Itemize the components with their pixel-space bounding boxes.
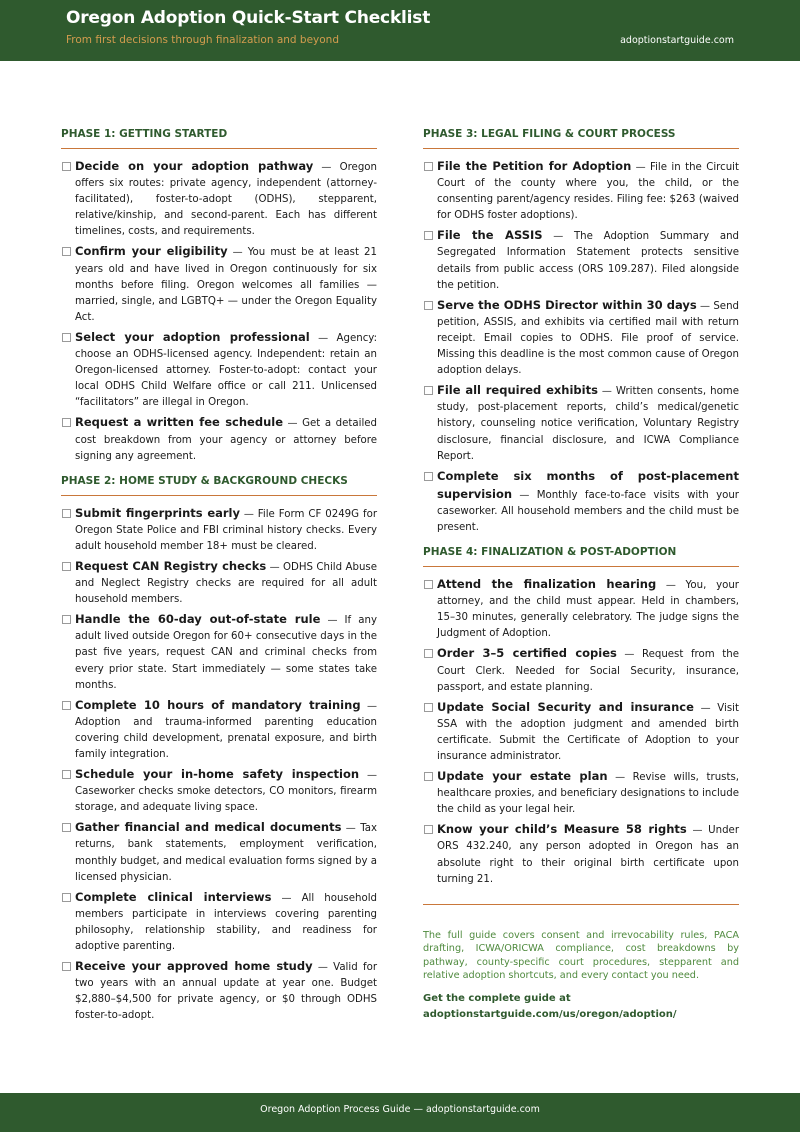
checklist-item: Know your child’s Measure 58 rights — Under ORS 432.240, any person adopted in Oregon has an absolute right to their original birth certificate upon turning 21. [423, 821, 739, 887]
header-site-link[interactable]: adoptionstartguide.com [620, 35, 734, 46]
checkbox-icon[interactable] [62, 823, 71, 832]
checkbox-icon[interactable] [424, 162, 433, 171]
checklist-item-heading: Complete clinical interviews [75, 889, 272, 904]
checklist-item-heading: Know your child’s Measure 58 rights [437, 822, 687, 837]
checklist-item-heading: Decide on your adoption pathway [75, 159, 314, 173]
checklist-item-heading: Request a written fee schedule [75, 415, 284, 430]
promo-text: The full guide covers consent and irrevocability rules, PACA drafting, ICWA/ORICWA compliance, cost breakdowns by pathway, county-specific court procedures, stepparent and relative adoption shortcuts, and every contact you need. [423, 929, 739, 981]
checklist-item-text: Adoption and trauma-informed parenting education covering child development, prenatal exposure, and birth family integration. [75, 716, 377, 760]
checklist-item-heading: Gather financial and medical documents [75, 820, 342, 835]
checklist-item-text: Oregon offers six routes: private agency, independent (attorney-facilitated), foster-to-adopt (ODHS), stepparent, relative/kinship, and second-parent. Each has different timelines, costs, and requirements. [75, 162, 377, 238]
checklist-item-text: Written consents, home study, post-placement reports, child’s medical/genetic history, counseling notice verification, Voluntary Registry disclosure, financial disclosure, and ICWA Compliance Report. [437, 386, 739, 462]
checklist-item: Handle the 60-day out-of-state rule — If any adult lived outside Oregon for 60+ consecutive days in the past five years, request CAN and criminal checks from every prior state. Start immediately — some states take months. [61, 611, 377, 693]
checkbox-icon[interactable] [62, 562, 71, 571]
checklist-item-heading: Confirm your eligibility [75, 244, 228, 259]
checklist-item-text: Visit SSA with the adoption judgment and amended birth certificate. Submit the Certificate of Adoption to your insurance administrator. [437, 702, 739, 762]
checklist-item-text: All household members participate in interviews covering parenting philosophy, relationship stability, and readiness for adoptive parenting. [75, 892, 377, 953]
checklist-item: Confirm your eligibility — You must be at least 21 years old and have lived in Oregon continuously for six months before filing. Oregon welcomes all families — married, single, and LGBTQ+ — under the Oregon Equality Act. [61, 243, 377, 325]
checklist-item: Request a written fee schedule — Get a detailed cost breakdown from your agency or attorney before signing any agreement. [61, 414, 377, 464]
checklist-item-text: Caseworker checks smoke detectors, CO monitors, firearm storage, and adequate living space. [75, 786, 377, 814]
page-subtitle: From first decisions through finalization and beyond [66, 34, 339, 46]
checkbox-icon[interactable] [424, 472, 433, 481]
page-title: Oregon Adoption Quick-Start Checklist [66, 8, 431, 28]
checklist-item-text: Agency: choose an ODHS-licensed agency. Independent: retain an Oregon-licensed attorney. Foster-to-adopt: contact your local ODHS Child Welfare office or call 211. Unlicensed “facilitators” are illegal in Oregon. [75, 332, 378, 409]
promo-cta [423, 991, 739, 1023]
checklist-item: File the Petition for Adoption — File in the Circuit Court of the county where you, the child, or the consenting parent/agency resides. Filing fee: $263 (waived for ODHS foster adoptions). [423, 158, 739, 224]
checklist-item-text: Revise wills, trusts, healthcare proxies, and beneficiary designations to include the child as your legal heir. [437, 772, 740, 816]
checkbox-icon[interactable] [424, 772, 433, 781]
checklist-item: Update Social Security and insurance — Visit SSA with the adoption judgment and amended birth certificate. Submit the Certificate of Adoption to your insurance administrator. [423, 699, 739, 765]
checklist-item-text: ODHS Child Abuse and Neglect Registry checks are required for all adult household members. [75, 561, 377, 606]
checkbox-icon[interactable] [424, 231, 433, 240]
checklist-item-text: Under ORS 432.240, any person adopted in Oregon has an absolute right to their original birth certificate upon turning 21. [437, 825, 740, 885]
checkbox-icon[interactable] [62, 893, 71, 902]
checklist-item-heading: File the Petition for Adoption [437, 159, 632, 173]
right-column [423, 128, 739, 1023]
phase-3-title: PHASE 3: LEGAL FILING & COURT PROCESS [423, 128, 739, 149]
checklist-item: Serve the ODHS Director within 30 days — Send petition, ASSIS, and exhibits via certified mail with return receipt. Email copies to ODHS. File proof of service. Missing this deadline is the most common cause of Oregon adoption delays. [423, 297, 739, 379]
phase-2-list [61, 505, 377, 1025]
checklist-item: Receive your approved home study — Valid for two years with an annual update at year one. Budget $2,880–$4,500 for private agency, or $0 through ODHS foster-to-adopt. [61, 958, 377, 1024]
phase-3-list [423, 158, 739, 536]
checkbox-icon[interactable] [62, 770, 71, 779]
checklist-item-heading: File the ASSIS [437, 228, 543, 243]
checklist-item-heading: Select your adoption professional [75, 329, 310, 344]
checklist-item: Complete 10 hours of mandatory training — Adoption and trauma-informed parenting education covering child development, prenatal exposure, and birth family integration. [61, 697, 377, 763]
checklist-item-heading: Schedule your in-home safety inspection [75, 767, 360, 782]
checkbox-icon[interactable] [62, 962, 71, 971]
checkbox-icon[interactable] [62, 615, 71, 624]
checkbox-icon[interactable] [62, 509, 71, 518]
checkbox-icon[interactable] [62, 418, 71, 427]
checklist-item-heading: File all required exhibits [437, 383, 598, 398]
checklist-item-heading: Update your estate plan [437, 769, 608, 784]
phase-2-title: PHASE 2: HOME STUDY & BACKGROUND CHECKS [61, 475, 377, 496]
checklist-item-heading: Order 3–5 certified copies [437, 646, 617, 661]
checklist-item-heading: Handle the 60-day out-of-state rule [75, 612, 321, 627]
left-column [61, 128, 377, 1028]
phase-1-list [61, 158, 377, 465]
checklist-item-text: If any adult lived outside Oregon for 60+ consecutive days in the past five years, request CAN and criminal checks from every prior state. Start immediately — some states take months. [75, 615, 378, 691]
checklist-item-text: Get a detailed cost breakdown from your agency or attorney before signing any agreement. [75, 418, 378, 462]
checkbox-icon[interactable] [62, 162, 71, 171]
checklist-item: Complete clinical interviews — All household members participate in interviews covering parenting philosophy, relationship stability, and readiness for adoptive parenting. [61, 889, 377, 955]
footer-text: Oregon Adoption Process Guide — adoptionstartguide.com [260, 1104, 540, 1115]
checklist-item: Submit fingerprints early — File Form CF 0249G for Oregon State Police and FBI criminal history checks. Every adult household member 18+ must be cleared. [61, 505, 377, 555]
checkbox-icon[interactable] [62, 333, 71, 342]
checklist-item: Request CAN Registry checks — ODHS Child Abuse and Neglect Registry checks are required for all adult household members. [61, 558, 377, 608]
checklist-item-text: File in the Circuit Court of the county where you, the child, or the consenting parent/agency resides. Filing fee: $263 (waived for ODHS foster adoptions). [437, 162, 740, 222]
checklist-item: Update your estate plan — Revise wills, trusts, healthcare proxies, and beneficiary designations to include the child as your legal heir. [423, 768, 739, 818]
checklist-item: File the ASSIS — The Adoption Summary and Segregated Information Statement protects sensitive details from public access (ORS 109.287). Filed alongside the petition. [423, 227, 739, 293]
checklist-item-heading: Update Social Security and insurance [437, 699, 694, 714]
checklist-item: Select your adoption professional — Agency: choose an ODHS-licensed agency. Independent: retain an Oregon-licensed attorney. Foster-to-adopt: contact your local ODHS Child Welfare office or call 211. Unlicensed “facilitators” are illegal in Oregon. [61, 329, 377, 411]
checkbox-icon[interactable] [424, 301, 433, 310]
checklist-item-text: The Adoption Summary and Segregated Information Statement protects sensitive details from public access (ORS 109.287). Filed alongside the petition. [437, 231, 740, 291]
phase-1-title: PHASE 1: GETTING STARTED [61, 128, 377, 149]
checklist-item-text: You must be at least 21 years old and have lived in Oregon continuously for six months before filing. Oregon welcomes all families — married, single, and LGBTQ+ — under the Oregon Equality Act. [75, 247, 377, 323]
phase-4-list [423, 576, 739, 888]
page-footer [0, 1093, 800, 1132]
checklist-item-heading: Submit fingerprints early [75, 505, 240, 520]
page-header [0, 0, 800, 61]
checklist-item-heading: Serve the ODHS Director within 30 days [437, 297, 697, 312]
checklist-item: Order 3–5 certified copies — Request from the Court Clerk. Needed for Social Security, insurance, passport, and estate planning. [423, 645, 739, 695]
checklist-item-text: Monthly face-to-face visits with your caseworker. All household members and the child must be present. [437, 489, 739, 533]
checklist-item-heading: Complete six months of post-placement supervision [437, 468, 739, 501]
checkbox-icon[interactable] [424, 386, 433, 395]
checklist-item: Decide on your adoption pathway — Oregon offers six routes: private agency, independent (attorney-facilitated), foster-to-adopt (ODHS), stepparent, relative/kinship, and second-parent. Each has different timelines, costs, and requirements. [61, 158, 377, 240]
checklist-item: Gather financial and medical documents — Tax returns, bank statements, employment verification, monthly budget, and medical evaluation forms signed by a licensed physician. [61, 819, 377, 885]
checklist-item: Schedule your in-home safety inspection — Caseworker checks smoke detectors, CO monitors, firearm storage, and adequate living space. [61, 766, 377, 816]
checklist-item-heading: Receive your approved home study [75, 959, 313, 974]
checklist-item-text: You, your attorney, and the child must appear. Held in chambers, 15–30 minutes, generally celebratory. The judge signs the Judgment of Adoption. [437, 580, 739, 640]
checkbox-icon[interactable] [424, 703, 433, 712]
checklist-item-text: Request from the Court Clerk. Needed for Social Security, insurance, passport, and estate planning. [437, 649, 739, 693]
checkbox-icon[interactable] [62, 701, 71, 710]
checklist-item-text: Send petition, ASSIS, and exhibits via certified mail with return receipt. Email copies to ODHS. File proof of service. Missing this deadline is the most common cause of Oregon adoption delays. [437, 300, 739, 377]
checkbox-icon[interactable] [424, 825, 433, 834]
promo-cta-link[interactable]: adoptionstartguide.com/us/oregon/adoption/ [423, 1009, 677, 1021]
checkbox-icon[interactable] [424, 580, 433, 589]
checklist-item-text: Tax returns, bank statements, employment verification, monthly budget, and medical evaluation forms signed by a licensed physician. [75, 823, 378, 883]
checklist-item: Complete six months of post-placement supervision — Monthly face-to-face visits with your caseworker. All household members and the child must be present. [423, 468, 739, 536]
checklist-item-text: Valid for two years with an annual update at year one. Budget $2,880–$4,500 for private agency, or $0 through ODHS foster-to-adopt. [75, 962, 378, 1022]
phase-4-title: PHASE 4: FINALIZATION & POST-ADOPTION [423, 546, 739, 567]
checkbox-icon[interactable] [62, 247, 71, 256]
checklist-item-heading: Attend the finalization hearing [437, 577, 657, 592]
checklist-item: Attend the finalization hearing — You, your attorney, and the child must appear. Held in chambers, 15–30 minutes, generally celebratory. The judge signs the Judgment of Adoption. [423, 576, 739, 642]
checkbox-icon[interactable] [424, 649, 433, 658]
section-divider [423, 904, 739, 905]
checklist-item-heading: Request CAN Registry checks [75, 558, 267, 573]
checklist-item: File all required exhibits — Written consents, home study, post-placement reports, child’s medical/genetic history, counseling notice verification, Voluntary Registry disclosure, financial disclosure, and ICWA Compliance Report. [423, 382, 739, 464]
checklist-item-text: File Form CF 0249G for Oregon State Police and FBI criminal history checks. Every adult household member 18+ must be cleared. [75, 508, 378, 552]
promo-cta-label: Get the complete guide at [423, 993, 571, 1005]
checklist-item-heading: Complete 10 hours of mandatory training [75, 697, 361, 712]
